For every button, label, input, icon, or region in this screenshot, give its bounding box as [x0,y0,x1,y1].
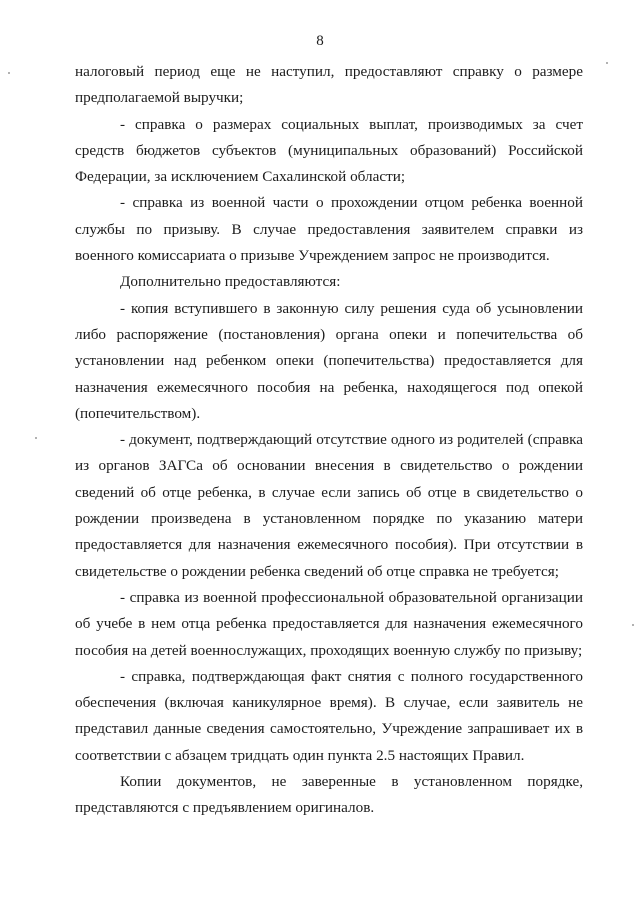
scan-speck [632,624,634,626]
paragraph-document-copies: Копии документов, не заверенные в установленном порядке, представляются с предъявлением оригиналов. [75,773,583,817]
paragraph-state-support: - справка, подтверждающая факт снятия с полного государственного обеспечения (включая каникулярное время). В случае, если заявитель не представил данные сведения самостоятельно, Учреждение запрашивает их в соответствии с абзацем тридцать один пункта 2.5 настоящих Правил. [75,667,583,764]
paragraph-parent-absence: - документ, подтверждающий отсутствие одного из родителей (справка из органов ЗАГСа об основании внесения в свидетельство о рождении сведений об отце ребенка, в случае если запись об отце в свидетельство о рождении произведена в установленном порядке по указанию матери предоставляется для назначения ежемесячного пособия). При отсутствии в свидетельстве о рождении ребенка сведений об отце справка не требуется; [75,431,583,580]
scan-speck [35,437,37,439]
paragraph-additional-heading: Дополнительно предоставляются: [120,273,341,291]
paragraph-military-school: - справка из военной профессиональной образовательной организации об учебе в нем отца ребенка предоставляется для назначения ежемесячного пособия на детей военнослужащих, проходящих военную службу по призыву; [75,588,583,659]
page-number: 8 [316,33,324,49]
paragraph-court-decision: - копия вступившего в законную силу решения суда об усыновлении либо распоряжение (постановления) органа опеки и попечительства об установлении над ребенком опеки (попечительства) предоставляется для назначения ежемесячного пособия на ребенка, находящегося под опекой (попечительством). [75,299,583,422]
paragraph-income-certificate: налоговый период еще не наступил, предоставляют справку о размере предполагаемой выручки; [75,63,583,107]
paragraph-social-payments: - справка о размерах социальных выплат, производимых за счет средств бюджетов субъектов (муниципальных образований) Российской Федерации, за исключением Сахалинской области; [75,115,583,186]
paragraph-military-unit: - справка из военной части о прохождении отцом ребенка военной службы по призыву. В случае предоставления заявителем справки из военного комиссариата о призыве Учреждением запрос не производится. [75,194,583,265]
body-text [75,59,583,822]
scan-speck [8,72,10,74]
scan-speck [606,62,608,64]
